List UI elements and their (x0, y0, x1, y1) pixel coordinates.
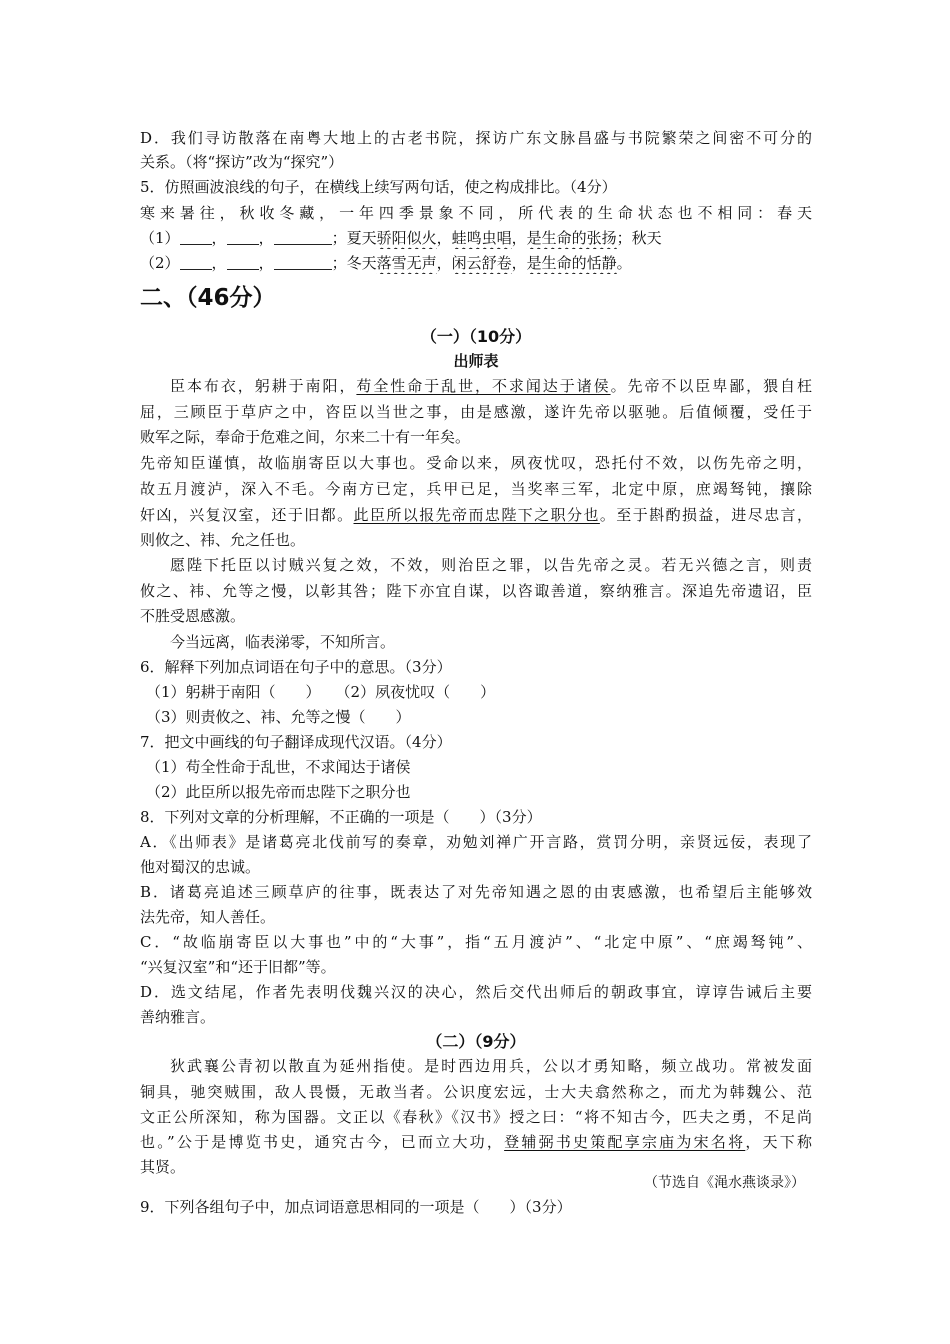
reading-2-line-2: 铜具，驰突贼围，敌人畏慑，无敢当者。公识度宏远，士大夫翕然称之，而尤为韩魏公、范 (140, 1083, 812, 1101)
question-7-item-2: （2）此臣所以报先帝而忠陛下之职分也 (146, 783, 411, 801)
comma: ， (511, 254, 527, 272)
wavy-phrase-3: 是生命的张扬 (526, 229, 617, 247)
subsection-1-heading: （一）（10分） (420, 327, 532, 346)
question-8-option-d-2: 善纳雅言。 (140, 1008, 216, 1026)
subsection-2-heading: （二）（9分） (426, 1032, 526, 1051)
question-5-blank-line-2 (140, 252, 820, 274)
underlined-sentence-1: 苟全性命于乱世，不求闻达于诸侯 (356, 377, 611, 395)
passage-p2-line-1: 先帝知臣谨慎，故临崩寄臣以大事也。受命以来，夙夜忧叹，恐托付不效，以伤先帝之明， (140, 454, 812, 472)
passage-p4: 今当远离，临表涕零，不知所言。 (170, 633, 396, 651)
question-8-option-c-1: C．“故临崩寄臣以大事也”中的“大事”，指“五月渡泸”、“北定中原”、“庶竭驽钝”、 (140, 933, 812, 951)
text: 臣本布衣，躬耕于南阳， (170, 377, 357, 395)
text-winter: ；冬天 (331, 254, 377, 272)
question-8-option-a-2: 他对蜀汉的忠诚。 (140, 858, 261, 876)
wavy-phrase-5: 闲云舒卷 (451, 254, 512, 272)
blank-1c[interactable] (274, 230, 332, 245)
reading-2-line-3: 文正公所深知，称为国器。文正以《春秋》《汉书》授之曰：“将不知古今，匹夫之勇，不足尚 (140, 1108, 812, 1126)
text-autumn: ；秋天 (616, 229, 662, 247)
text: 也。”公于是博览书史，通究古今，已而立大功， (140, 1133, 505, 1151)
comma: ， (258, 229, 274, 247)
reading-2-line-4 (140, 1131, 812, 1153)
passage-p2-line-2: 故五月渡泸，深入不毛。今南方已定，兵甲已足，当奖率三军，北定中原，庶竭驽钝，攘除 (140, 480, 812, 498)
text-summer: ；夏天 (331, 229, 377, 247)
passage-title: 出师表 (453, 352, 499, 370)
question-6-item-3: （3）则责攸之、袆、允等之慢（ ） (146, 708, 411, 726)
text: 。至于斟酌损益，进尽忠言， (599, 506, 812, 524)
option-d-line-1: D．我们寻访散落在南粤大地上的古老书院，探访广东文脉昌盛与书院繁荣之间密不可分的 (140, 129, 812, 147)
question-6-items-1-2: （1）躬耕于南阳（ ） （2）夙夜忧叹（ ） (146, 683, 496, 701)
passage-p3-line-2: 攸之、袆、允等之慢，以彰其咎；陛下亦宜自谋，以咨诹善道，察纳雅言。深追先帝遗诏，臣 (140, 582, 812, 600)
comma: ， (511, 229, 527, 247)
passage-p1-line-3: 败军之际，奉命于危难之间，尔来二十有一年矣。 (140, 428, 471, 446)
text: ，天下称 (745, 1133, 812, 1151)
underlined-sentence-2: 此臣所以报先帝而忠陛下之职分也 (353, 506, 600, 524)
blank-2c[interactable] (274, 255, 332, 270)
question-7: 7．把文中画线的句子翻译成现代汉语。（4分） (140, 733, 452, 751)
question-7-item-1: （1）苟全性命于乱世，不求闻达于诸侯 (146, 758, 411, 776)
question-8-option-a-1: A．《出师表》是诸葛亮北伐前写的奏章，劝勉刘禅广开言路，赏罚分明，亲贤远佞，表现了 (140, 833, 812, 851)
passage-p1-line-2: 屈，三顾臣于草庐之中，咨臣以当世之事，由是感激，遂许先帝以驱驰。后值倾覆，受任于 (140, 403, 812, 421)
passage-p2-line-3 (140, 504, 812, 526)
blank-1b[interactable] (227, 230, 259, 245)
wavy-phrase-2: 蛙鸣虫唱 (451, 229, 512, 247)
source-citation: （节选自《渑水燕谈录》） (644, 1175, 805, 1191)
wavy-phrase-1: 骄阳似火 (376, 229, 437, 247)
passage-p3-line-1: 愿陛下托臣以讨贼兴复之效，不效，则治臣之罪，以告先帝之灵。若无兴德之言，则责 (170, 556, 812, 574)
question-8-option-c-2: “兴复汉室”和“还于旧都”等。 (140, 958, 336, 976)
blank-2-label: （2） (140, 254, 180, 272)
passage-p3-line-3: 不胜受恩感激。 (140, 607, 246, 625)
period: 。 (616, 254, 632, 272)
blank-2b[interactable] (227, 255, 259, 270)
passage-p2-line-4: 则攸之、袆、允之任也。 (140, 531, 306, 549)
text: 奸凶，兴复汉室，还于旧都。 (140, 506, 354, 524)
reading-2-line-1: 狄武襄公青初以散直为延州指使。是时西边用兵，公以才勇知略，频立战功。常被发面 (170, 1057, 812, 1075)
text: 。先帝不以臣卑鄙，猥自枉 (610, 377, 812, 395)
comma: ， (436, 229, 452, 247)
wavy-phrase-6: 是生命的恬静 (526, 254, 617, 272)
comma: ， (211, 229, 227, 247)
underlined-sentence-3: 登辅弼书史策配享宗庙为宋名将 (504, 1133, 746, 1151)
question-8: 8．下列对文章的分析理解，不正确的一项是（ ）（3分） (140, 808, 542, 826)
question-9: 9．下列各组句子中，加点词语意思相同的一项是（ ）（3分） (140, 1198, 572, 1216)
question-5-blank-line-1 (140, 227, 820, 249)
wavy-phrase-4: 落雪无声 (376, 254, 437, 272)
comma: ， (258, 254, 274, 272)
question-8-option-b-1: B．诸葛亮追述三顾草庐的往事，既表达了对先帝知遇之恩的由衷感激，也希望后主能够效 (140, 883, 812, 901)
blank-1a[interactable] (180, 230, 212, 245)
comma: ， (211, 254, 227, 272)
blank-2a[interactable] (180, 255, 212, 270)
question-6: 6．解释下列加点词语在句子中的意思。（3分） (140, 658, 452, 676)
section-2-heading: 二、（46分） (140, 285, 276, 311)
question-5: 5．仿照画波浪线的句子，在横线上续写两句话，使之构成排比。（4分） (140, 178, 617, 196)
passage-p1-line-1 (170, 375, 812, 397)
reading-2-line-5: 其贤。 (140, 1158, 186, 1176)
blank-1-label: （1） (140, 229, 180, 247)
question-8-option-d-1: D．选文结尾，作者先表明伐魏兴汉的决心，然后交代出师后的朝政事宜，谆谆告诫后主要 (140, 983, 812, 1001)
option-d-line-2: 关系。（将“探访”改为“探究”） (140, 153, 344, 171)
question-8-option-b-2: 法先帝，知人善任。 (140, 908, 276, 926)
question-5-stem: 寒来暑往，秋收冬藏，一年四季景象不同，所代表的生命状态也不相同：春天 (140, 204, 812, 222)
comma: ， (436, 254, 452, 272)
